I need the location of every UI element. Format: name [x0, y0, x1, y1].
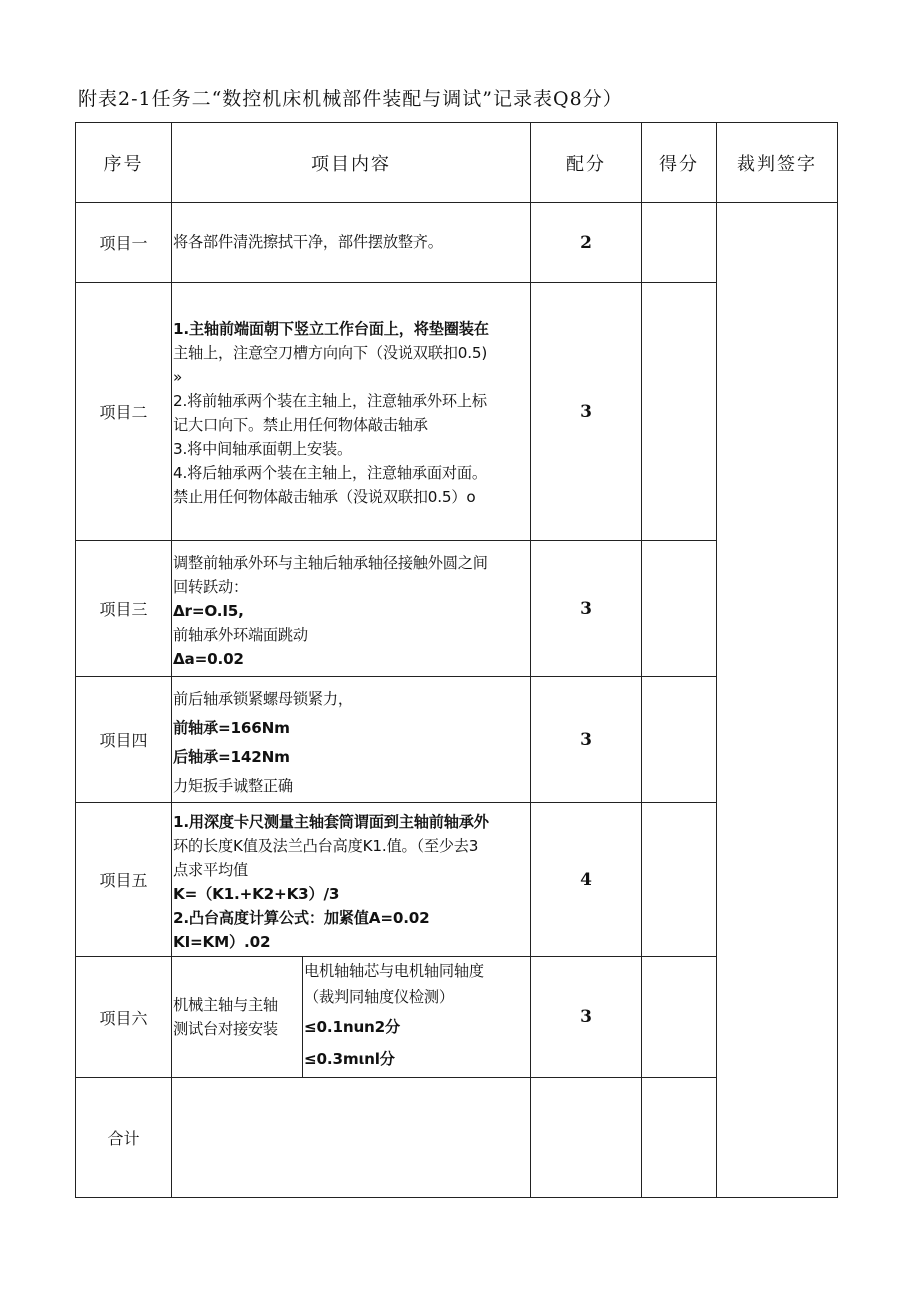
row-6-left-content: [171, 956, 303, 1078]
header-points: 配分: [530, 122, 642, 203]
header-content: 项目内容: [171, 122, 531, 203]
row-4-line: 后轴承=142Nm: [173, 748, 290, 766]
row-5-line: 点求平均值: [173, 861, 248, 879]
row-4-content: [171, 676, 531, 803]
row-4-line: 力矩扳手诚整正确: [173, 777, 293, 795]
row-2-line: »: [173, 368, 183, 386]
row-6-right-line: ≤0.1nun2分: [304, 1018, 401, 1036]
row-4-line: 前轴承=166Nm: [173, 719, 290, 737]
row-1-line: 将各部件清洗擦拭干净，部件摆放整齐。: [173, 233, 443, 251]
row-2-line: 记大口向下。禁止用任何物体敲击轴承: [173, 416, 428, 434]
header-seq: 序号: [75, 122, 172, 203]
row-5-line: 2.凸台高度计算公式：加紧值A=0.02: [173, 909, 430, 927]
header-score: 得分: [641, 122, 717, 203]
row-6-left-line: 测试台对接安装: [173, 1020, 278, 1038]
row-4-seq: 项目四: [75, 676, 172, 803]
row-4-line: 前后轴承锁紧螺母锁紧力，: [173, 690, 353, 708]
row-1-content: [171, 202, 531, 283]
row-3-points: 3: [530, 540, 642, 677]
row-3-line: Δr=O.I5,: [173, 602, 244, 620]
row-1-points: 2: [530, 202, 642, 283]
row-5-line: 环的长度K值及法兰凸台高度K1.值。（至少去3: [173, 837, 479, 855]
row-3-score: [641, 540, 717, 677]
total-content: [171, 1077, 531, 1198]
row-2-points: 3: [530, 282, 642, 541]
row-6-right-line: 电机轴轴芯与电机轴同轴度: [304, 962, 484, 980]
row-1-score: [641, 202, 717, 283]
row-2-line: 主轴上，注意空刀槽方向向下（没说双联扣0.5): [173, 344, 488, 362]
row-5-line: 1.用深度卡尺测量主轴套筒谓面到主轴前轴承外: [173, 813, 489, 831]
row-5-score: [641, 802, 717, 957]
row-6-score: [641, 956, 717, 1078]
row-6-seq: 项目六: [75, 956, 172, 1078]
row-2-score: [641, 282, 717, 541]
row-2-line: 3.将中间轴承面朝上安装。: [173, 440, 352, 458]
row-2-line: 1.主轴前端面朝下竖立工作台面上，将垫圈装在: [173, 320, 489, 338]
row-3-line: Δa=0.02: [173, 650, 244, 668]
row-3-content: [171, 540, 531, 677]
row-2-seq: 项目二: [75, 282, 172, 541]
judge-signature-cell: [716, 202, 838, 1198]
row-5-points: 4: [530, 802, 642, 957]
total-score: [641, 1077, 717, 1198]
row-6-right-line: （裁判同轴度仪检测）: [304, 988, 454, 1006]
row-6-points: 3: [530, 956, 642, 1078]
row-4-score: [641, 676, 717, 803]
header-judge: 裁判签字: [716, 122, 838, 203]
page-title: 附表2-1任务二“数控机床机械部件装配与调试”记录表Q8分）: [78, 88, 623, 110]
row-3-seq: 项目三: [75, 540, 172, 677]
row-3-line: 调整前轴承外环与主轴后轴承轴径接触外圆之间: [173, 554, 488, 572]
total-label: 合计: [75, 1077, 172, 1198]
row-5-seq: 项目五: [75, 802, 172, 957]
row-2-content: [171, 282, 531, 541]
row-6-right-content: [302, 956, 531, 1078]
row-1-seq: 项目一: [75, 202, 172, 283]
row-5-line: KI=KM）.02: [173, 933, 271, 951]
row-2-line: 2.将前轴承两个装在主轴上，注意轴承外环上标: [173, 392, 487, 410]
row-5-content: [171, 802, 531, 957]
row-6-right-line: ≤0.3mιnl分: [304, 1050, 395, 1068]
row-2-line: 禁止用任何物体敲击轴承（没说双联扣0.5）o: [173, 488, 476, 506]
row-6-left-line: 机械主轴与主轴: [173, 996, 278, 1014]
row-3-line: 前轴承外环端面跳动: [173, 626, 308, 644]
row-5-line: K=（K1.+K2+K3）/3: [173, 885, 340, 903]
total-points: [530, 1077, 642, 1198]
row-4-points: 3: [530, 676, 642, 803]
row-2-line: 4.将后轴承两个装在主轴上，注意轴承面对面。: [173, 464, 487, 482]
row-3-line: 回转跃动：: [173, 578, 248, 596]
